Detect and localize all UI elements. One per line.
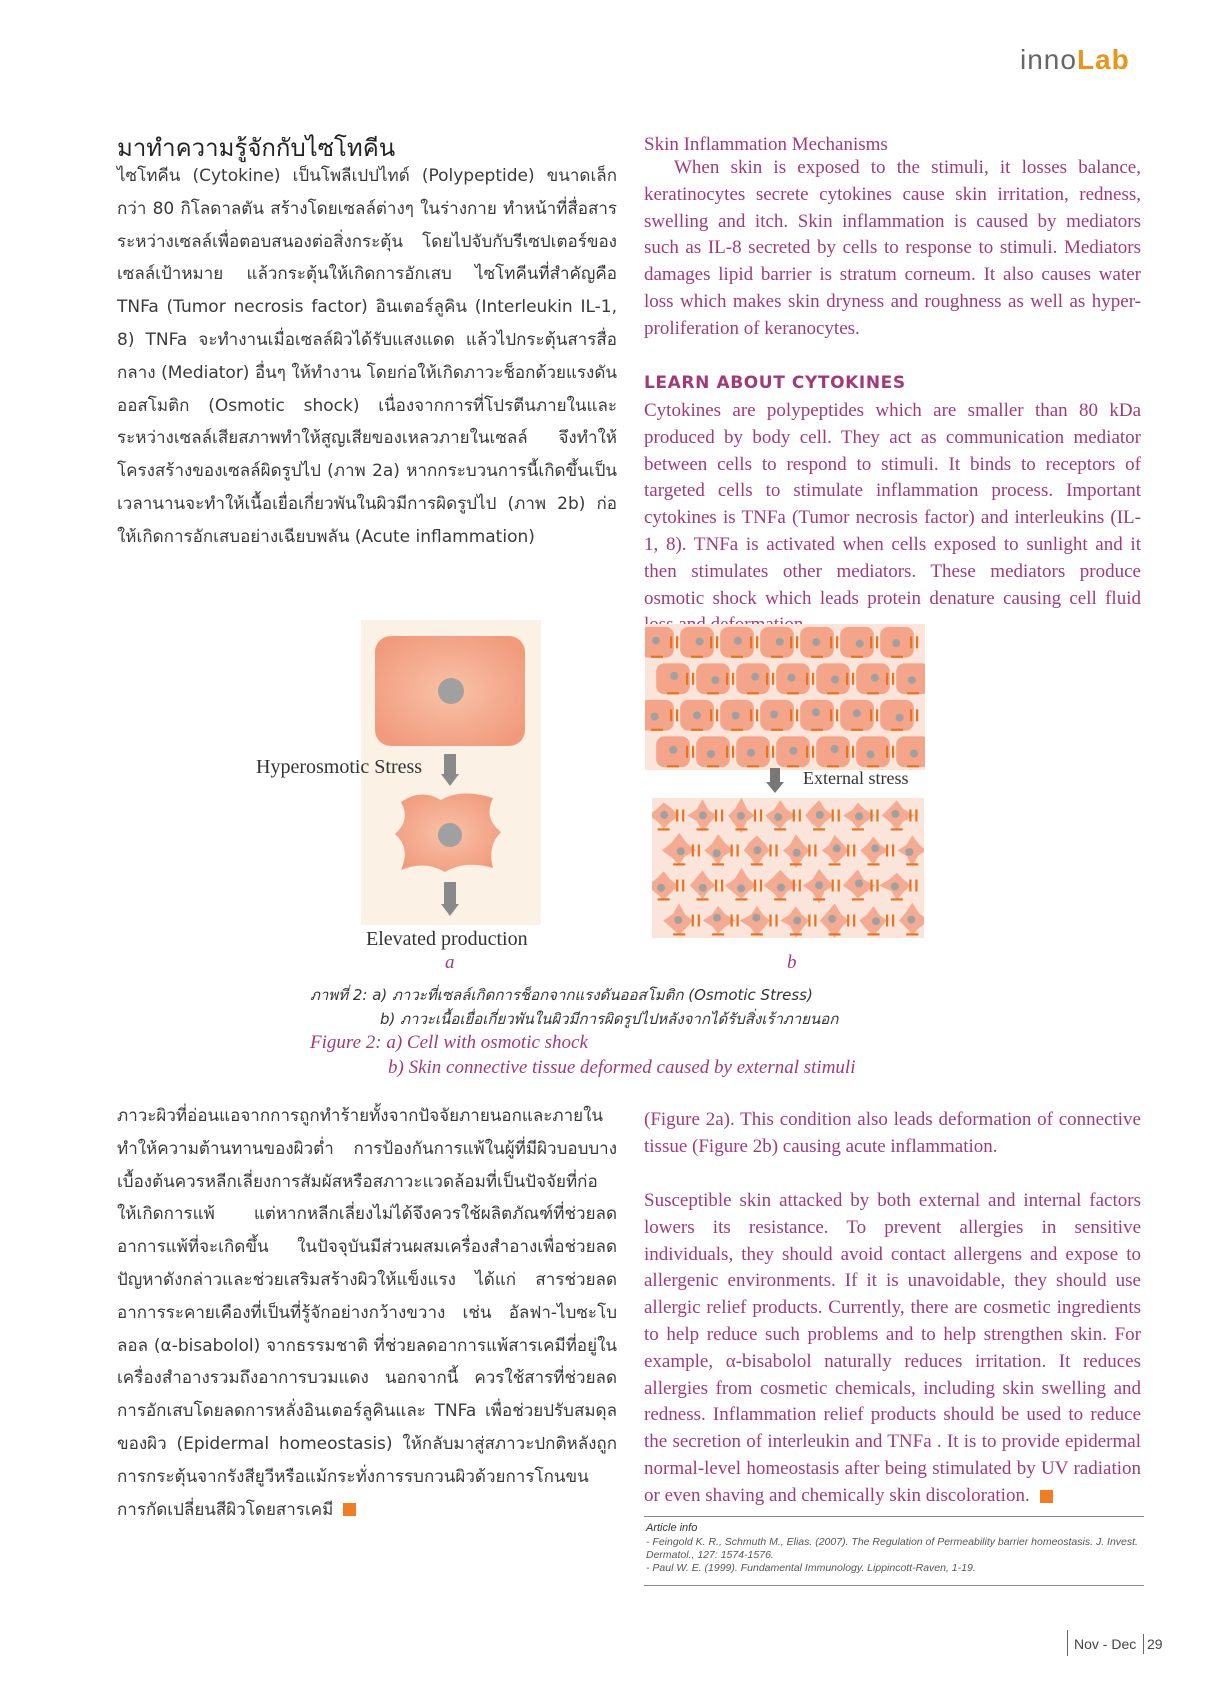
tissue-nucleus bbox=[871, 674, 879, 682]
cell-junction bbox=[870, 709, 872, 721]
caption-thai-line-1: ภาพที่ 2: a) ภาวะที่เซลล์เกิดการช็อกจากแรงดันออสโมติก (Osmotic Stress) bbox=[310, 986, 813, 1004]
caption-english-line-2: b) Skin connective tissue deformed caused by external stimuli bbox=[388, 1057, 856, 1078]
cell-junction bbox=[771, 729, 783, 731]
tissue-nucleus bbox=[831, 745, 839, 753]
english-paragraph-4-text: Susceptible skin attacked by both external and internal factors lowers its resistance. To prevent allergies in sensitive individuals, they should avoid contact allergens and expose to allergenic environments. If it is unavoidable, they should use allergic relief products. Currently, there are cosmetic ingredients to help reduce such problems and to help strengthen skin. For example, α-bisabolol naturally reduces irritation. It reduces allergies from cosmetic chemicals, including skin swelling and redness. Inflammation relief products should be used to reduce the secretion of interleukin and TNFa . It is to provide epidermal normal-level homeostasis after being stimulated by UV radiation or even shaving and chemically skin discoloration. bbox=[644, 1190, 1141, 1506]
tissue-nucleus bbox=[896, 714, 904, 722]
cell-junction bbox=[830, 709, 832, 721]
cell-junction bbox=[760, 810, 762, 822]
cell-junction bbox=[906, 933, 918, 935]
tissue-nucleus bbox=[908, 676, 916, 684]
cell-junction bbox=[692, 673, 694, 685]
cell-junction bbox=[812, 746, 814, 758]
tissue-nucleus bbox=[907, 916, 915, 924]
logo-lab: Lab bbox=[1076, 44, 1130, 75]
cell-junction bbox=[852, 898, 864, 900]
footer-page-number: 29 bbox=[1147, 1636, 1163, 1652]
cell-junction bbox=[847, 845, 849, 857]
cell-junction bbox=[712, 863, 724, 865]
cell-junction bbox=[838, 810, 840, 822]
cell-junction bbox=[852, 828, 864, 830]
cell-junction bbox=[737, 845, 739, 857]
cell-junction bbox=[830, 636, 832, 648]
end-square-icon bbox=[1040, 1490, 1053, 1503]
footer-divider bbox=[1067, 1630, 1068, 1656]
cell-junction bbox=[787, 692, 799, 694]
cell-junction bbox=[799, 810, 801, 822]
cell-junction bbox=[716, 709, 718, 721]
down-arrow-icon bbox=[765, 768, 785, 794]
tissue-nucleus bbox=[831, 676, 839, 684]
cell-junction bbox=[707, 765, 719, 767]
cell-junction bbox=[796, 709, 798, 721]
cell-junction bbox=[790, 863, 802, 865]
cell-junction bbox=[867, 692, 879, 694]
cell-junction bbox=[813, 828, 825, 830]
tissue-nucleus bbox=[713, 914, 721, 922]
label-hyperosmotic-stress: Hyperosmotic Stress bbox=[256, 756, 423, 778]
cell-junction bbox=[692, 845, 694, 857]
end-square-icon bbox=[343, 1503, 356, 1516]
cell-junction bbox=[670, 636, 672, 648]
cell-junction bbox=[737, 915, 739, 927]
cell-junction bbox=[686, 746, 688, 758]
tissue-nucleus bbox=[816, 811, 824, 819]
tissue-nucleus bbox=[789, 747, 797, 755]
tissue-nucleus bbox=[910, 750, 918, 758]
cell-junction bbox=[769, 845, 771, 857]
cell-nucleus bbox=[438, 678, 464, 704]
arrow-head-1 bbox=[441, 774, 459, 786]
cell-junction bbox=[710, 636, 712, 648]
tissue-nucleus bbox=[891, 810, 899, 818]
cell-junction bbox=[915, 810, 917, 822]
cell-junction bbox=[769, 915, 771, 927]
cell-junction bbox=[715, 810, 717, 822]
tissue-nucleus bbox=[815, 881, 823, 889]
cell-junction bbox=[851, 729, 863, 731]
cell-junction bbox=[851, 656, 863, 658]
panel-letter-b: b bbox=[787, 952, 797, 973]
figure-panel-b-bottom bbox=[652, 798, 924, 938]
cell-junction bbox=[811, 656, 823, 658]
cell-junction bbox=[707, 692, 719, 694]
cell-junction bbox=[726, 673, 728, 685]
tissue-nucleus bbox=[669, 746, 677, 754]
cell-junction bbox=[916, 709, 918, 721]
tissue-nucleus bbox=[737, 884, 745, 892]
tissue-nucleus bbox=[866, 750, 874, 758]
figure-panel-a bbox=[361, 620, 541, 940]
tissue-nucleus bbox=[833, 844, 841, 852]
tissue-nucleus bbox=[774, 813, 782, 821]
cell-junction bbox=[692, 746, 694, 758]
tissue-nucleus bbox=[828, 915, 836, 923]
cell-junction bbox=[787, 765, 799, 767]
cell-junction bbox=[735, 828, 747, 830]
cell-junction bbox=[907, 765, 919, 767]
english-paragraph-4 bbox=[644, 1188, 1141, 1510]
article-info-heading: Article info bbox=[646, 1522, 698, 1534]
innolab-logo bbox=[1020, 44, 1130, 76]
cell-junction bbox=[760, 880, 762, 892]
cell-junction bbox=[876, 709, 878, 721]
cell-junction bbox=[697, 828, 709, 830]
cell-junction bbox=[721, 810, 723, 822]
cell-junction bbox=[846, 673, 848, 685]
tissue-nucleus bbox=[677, 847, 685, 855]
footer-issue: Nov - Dec bbox=[1074, 1636, 1137, 1652]
cell-junction bbox=[676, 880, 678, 892]
cell-junction bbox=[735, 898, 747, 900]
cell-junction bbox=[846, 746, 848, 758]
cell-junction bbox=[811, 729, 823, 731]
cell-junction bbox=[868, 863, 880, 865]
tissue-nucleus bbox=[652, 637, 660, 645]
cell-junction bbox=[790, 636, 792, 648]
cell-junction bbox=[891, 898, 903, 900]
cell-junction bbox=[710, 709, 712, 721]
panel-letter-a: a bbox=[445, 952, 455, 973]
tissue-cell bbox=[645, 700, 674, 731]
cell-junction bbox=[766, 673, 768, 685]
cell-junction bbox=[747, 765, 759, 767]
cell-junction bbox=[673, 933, 685, 935]
cell-junction bbox=[667, 765, 679, 767]
tissue-nucleus bbox=[707, 750, 715, 758]
cell-junction bbox=[658, 898, 670, 900]
cell-junction bbox=[892, 915, 894, 927]
cell-junction bbox=[751, 863, 763, 865]
cell-junction bbox=[876, 810, 878, 822]
cell-junction bbox=[793, 880, 795, 892]
cell-junction bbox=[682, 810, 684, 822]
cell-junction bbox=[715, 880, 717, 892]
tissue-nucleus bbox=[693, 711, 701, 719]
cell-junction bbox=[910, 709, 912, 721]
cell-junction bbox=[775, 845, 777, 857]
label-elevated-production: Elevated production bbox=[366, 928, 528, 950]
english-paragraph-2: Cytokines are polypeptides which are smaller than 80 kDa produced by body cell. They act as communication mediator between cells to respond to stimuli. It binds to receptors of targeted cells to stimulate inflammation process. Important cytokines is TNFa (Tumor necrosis factor) and interleukins (IL-1, 8). TNFa is activated when cells exposed to sunlight and it then stimulates other mediators. These mediators produce osmotic shock which leads protein denature causing cell fluid bbox=[644, 400, 1141, 609]
tissue-nucleus bbox=[855, 812, 863, 820]
cell-junction bbox=[870, 810, 872, 822]
tissue-nucleus bbox=[732, 712, 740, 720]
cell-junction bbox=[790, 709, 792, 721]
caption-english-line-1: Figure 2: a) Cell with osmotic shock bbox=[310, 1032, 588, 1053]
cell-junction bbox=[852, 746, 854, 758]
caption-thai-line-2: b) ภาวะเนื้อเยื่อเกี่ยวพันในผิวมีการผิดรูปไปหลังจากได้รับสิ่งเร้าภายนอก bbox=[380, 1010, 839, 1028]
thai-title: มาทำความรู้จักกับไซโทคีน bbox=[117, 134, 396, 162]
cell-junction bbox=[772, 673, 774, 685]
cell-junction bbox=[870, 880, 872, 892]
cell-junction bbox=[876, 880, 878, 892]
cell-junction bbox=[813, 898, 825, 900]
article-info-bottom-rule bbox=[644, 1585, 1144, 1586]
tissue-nucleus bbox=[770, 711, 778, 719]
arrow-shaft-1 bbox=[444, 754, 456, 774]
cell-junction bbox=[691, 656, 703, 658]
cell-junction bbox=[750, 636, 752, 648]
cell-junction bbox=[870, 636, 872, 648]
tissue-nucleus bbox=[657, 884, 665, 892]
tissue-nucleus bbox=[737, 812, 745, 820]
cell-junction bbox=[909, 880, 911, 892]
label-external-stress: External stress bbox=[803, 768, 909, 788]
tissue-nucleus bbox=[752, 914, 760, 922]
tissue-nucleus bbox=[812, 708, 820, 716]
cell-junction bbox=[772, 746, 774, 758]
cell-junction bbox=[836, 709, 838, 721]
tissue-nucleus bbox=[812, 638, 820, 646]
cell-junction bbox=[756, 709, 758, 721]
cell-junction bbox=[756, 636, 758, 648]
tissue-nucleus bbox=[793, 849, 801, 857]
cell-junction bbox=[827, 692, 839, 694]
arrow-shaft-2 bbox=[444, 882, 456, 904]
cell-junction bbox=[691, 729, 703, 731]
arrow-head-2 bbox=[441, 904, 459, 916]
tissue-nucleus bbox=[753, 846, 761, 854]
cell-junction bbox=[732, 746, 734, 758]
cell-junction bbox=[793, 810, 795, 822]
reference-item: - Paul W. E. (1999). Fundamental Immunology. Lippincott-Raven, 1-19. bbox=[646, 1562, 976, 1574]
cell-junction bbox=[915, 880, 917, 892]
cell-junction bbox=[771, 656, 783, 658]
cell-junction bbox=[731, 729, 743, 731]
cell-junction bbox=[836, 636, 838, 648]
cell-junction bbox=[651, 656, 663, 658]
tissue-nucleus bbox=[696, 638, 704, 646]
english-paragraph-3: (Figure 2a). This condition also leads deformation of connective tissue (Figure 2b) causing acute inflammation. bbox=[644, 1109, 1141, 1157]
cell-junction bbox=[732, 673, 734, 685]
cell-junction bbox=[676, 810, 678, 822]
cell-junction bbox=[906, 863, 918, 865]
cell-junction bbox=[832, 810, 834, 822]
cell-junction bbox=[891, 828, 903, 830]
tissue-nucleus bbox=[674, 916, 682, 924]
cell-junction bbox=[829, 933, 841, 935]
cell-junction bbox=[916, 636, 918, 648]
cell-junction bbox=[891, 729, 903, 731]
cell-junction bbox=[814, 845, 816, 857]
cell-junction bbox=[892, 673, 894, 685]
cell-junction bbox=[750, 709, 752, 721]
thai-paragraph-1: ไซโทคีน (Cytokine) เป็นโพลีเปปไทด์ (Polypeptide) ขนาดเล็กกว่า 80 กิโลดาลตัน สร้างโดยเซลล์ต่างๆ ในร่างกาย ทำหน้าที่สื่อสารระหว่างเซลล์เพื่อตอบสนองต่อสิ่งกระตุ้น โดยไปจับกับรีเซปเตอร์ของเซลล์เป้าหมาย แล้วกระตุ้นให้เกิดการอักเสบ ไซโทคีนที่สำคัญคือ TNFa (Tumor necrosis factor) อินเตอร์ลูคิน (Interleukin IL-1, 8) TNFa จะทำงานเมื่อเซลล์ผิวได้รับแสงแดด แล้วไปกระตุ้นสารสื่อกลาง (Mediator) อื่นๆ ให้ทำงาน โดยก่อให้เกิดภาวะช็อกด้วยแรงดันออสโมติก (Osmotic shock) เนื่องจากการที่โปรตีนภายในและระหว่างเซลล์เสียสภาพทำให้สูญเสียของเหลวภายในเซลล์ จึงทำให้โครงสร้างของเซลล์ผิดรูปไป (ภาพ 2a) หากกระบวนการนี้เกิดขึ้นเป็นเวลานานจะทำให้เนื้อเยื่อเกี่ยวพันในผิวมีการผิดรูปไป (ภาพ 2b) ก่อให้เกิดการอักเสบอย่างเฉียบพลัน (Acute inflammation) bbox=[117, 166, 617, 547]
tissue-nucleus bbox=[776, 638, 784, 646]
cell-junction bbox=[812, 673, 814, 685]
tissue-nucleus bbox=[699, 811, 707, 819]
cell-junction bbox=[766, 746, 768, 758]
cell-junction bbox=[886, 845, 888, 857]
tissue-nucleus bbox=[711, 676, 719, 684]
logo-inno: inno bbox=[1020, 44, 1077, 75]
cell-junction bbox=[721, 880, 723, 892]
tissue-nucleus bbox=[734, 637, 742, 645]
cell-nucleus-shrunken bbox=[438, 823, 462, 847]
cell-junction bbox=[673, 863, 685, 865]
tissue-nucleus bbox=[871, 844, 879, 852]
cell-junction bbox=[891, 656, 903, 658]
cell-junction bbox=[676, 636, 678, 648]
tissue-nucleus bbox=[853, 709, 861, 717]
cell-junction bbox=[698, 845, 700, 857]
cell-junction bbox=[731, 845, 733, 857]
tissue-nucleus bbox=[670, 672, 678, 680]
cell-junction bbox=[731, 656, 743, 658]
cell-junction bbox=[686, 673, 688, 685]
cell-junction bbox=[814, 915, 816, 927]
cell-junction bbox=[886, 915, 888, 927]
cell-junction bbox=[651, 729, 663, 731]
cell-junction bbox=[796, 636, 798, 648]
cell-junction bbox=[799, 880, 801, 892]
tissue-nucleus bbox=[777, 884, 785, 892]
cell-junction bbox=[692, 915, 694, 927]
cell-junction bbox=[886, 746, 888, 758]
cell-junction bbox=[731, 915, 733, 927]
cell-junction bbox=[868, 933, 880, 935]
cell-junction bbox=[853, 845, 855, 857]
cell-junction bbox=[716, 636, 718, 648]
tissue-nucleus bbox=[787, 674, 795, 682]
tissue-nucleus bbox=[751, 673, 759, 681]
english-paragraph-1: When skin is exposed to the stimuli, it losses balance, keratinocytes secrete cytokines cause skin irritation, redness, swelling and itch. Skin inflammation is caused by mediators such as IL-8 secreted by cells to response to stimuli. Mediators damages lipid barrier is stratum corneum. It also causes water loss which makes skin dryness and roughness as well as hyper-proliferation of keranocytes. bbox=[644, 157, 1141, 339]
tissue-nucleus bbox=[699, 884, 707, 892]
cell-junction bbox=[790, 933, 802, 935]
cell-junction bbox=[658, 828, 670, 830]
cell-junction bbox=[698, 915, 700, 927]
cell-junction bbox=[910, 636, 912, 648]
cell-junction bbox=[774, 898, 786, 900]
cell-junction bbox=[853, 915, 855, 927]
cell-junction bbox=[909, 810, 911, 822]
cell-junction bbox=[754, 810, 756, 822]
article-info-references bbox=[646, 1536, 1142, 1575]
cell-junction bbox=[852, 673, 854, 685]
cell-junction bbox=[726, 746, 728, 758]
tissue-nucleus bbox=[651, 713, 659, 721]
cell-junction bbox=[697, 898, 709, 900]
cell-junction bbox=[907, 692, 919, 694]
thai-paragraph-2-text: ภาวะผิวที่อ่อนแอจากการถูกทำร้ายทั้งจากปัจจัยภายนอกและภายในทำให้ความต้านทานของผิวต่ำ การป้องกันการแพ้ในผู้ที่มีผิวบอบบางเบื้องต้นควรหลีกเลี่ยงการสัมผัสหรือสภาวะแวดล้อมที่เป็นปัจจัยที่ก่อให้เกิดการแพ้ แต่หากหลีกเลี่ยงไม่ได้จึงควรใช้ผลิตภัณฑ์ที่ช่วยลดอาการแพ้ที่จะเกิดขึ้น ในปัจจุบันมีส่วนผสมเครื่องสำอางเพื่อช่วยลดปัญหาดังกล่าวและช่วยเสริมสร้างผิวให้แข็งแรง ได้แก่ สารช่วยลดอาการระคายเคืองที่เป็นที่รู้จักอย่างกว้างขวาง เช่น อัลฟา-ไบซะโบลอล (α-bisabolol) จากธรรมชาติ ที่ช่วยลดอาการแพ้สารเคมีที่อยู่ในเครื่องสำอางรวมถึงอาการบวมแดง นอกจากนี้ ควรใช้สารที่ช่วยลดการอักเสบโดยลดการหลั่งอินเตอร์ลูคินและ TNFa เพื่อช่วยปรับสมดุลของผิว (Epidermal homeostasis) ให้กลับมาสู่สภาวะปกติหลังถูกการกระตุ้นจากรังสียูวีหรือแม้กระทั่งการรบกวนผิวด้วยการโกนขน การกัดเปลี่ยนสีผิวโดยสารเคมี bbox=[117, 1106, 617, 1520]
cell-junction bbox=[892, 746, 894, 758]
tissue-nucleus bbox=[855, 880, 863, 888]
english-heading-1: Skin Inflammation Mechanisms bbox=[644, 134, 888, 155]
cell-junction bbox=[754, 880, 756, 892]
cell-junction bbox=[670, 709, 672, 721]
figure-panel-b-top bbox=[645, 624, 925, 770]
cell-junction bbox=[886, 673, 888, 685]
thai-paragraph-2 bbox=[117, 1100, 617, 1526]
cell-junction bbox=[838, 880, 840, 892]
cell-junction bbox=[775, 915, 777, 927]
cell-junction bbox=[712, 933, 724, 935]
english-heading-2: LEARN ABOUT CYTOKINES bbox=[644, 373, 906, 393]
tissue-nucleus bbox=[892, 639, 900, 647]
tissue-nucleus bbox=[872, 917, 880, 925]
cell-junction bbox=[747, 692, 759, 694]
tissue-nucleus bbox=[905, 848, 913, 856]
tissue-nucleus bbox=[713, 849, 721, 857]
cell-junction bbox=[667, 692, 679, 694]
cell-junction bbox=[829, 863, 841, 865]
cell-junction bbox=[808, 915, 810, 927]
footer-divider-2 bbox=[1143, 1634, 1144, 1654]
tissue-nucleus bbox=[793, 917, 801, 925]
cell-junction bbox=[774, 828, 786, 830]
cell-junction bbox=[806, 673, 808, 685]
tissue-nucleus bbox=[856, 640, 864, 648]
article-info-top-rule bbox=[644, 1516, 1144, 1517]
cell-junction bbox=[682, 880, 684, 892]
cell-junction bbox=[832, 880, 834, 892]
cell-junction bbox=[808, 845, 810, 857]
tissue-nucleus bbox=[891, 882, 899, 890]
cell-junction bbox=[751, 933, 763, 935]
cell-junction bbox=[676, 709, 678, 721]
reference-item: - Feingold K. R., Schmuth M., Elias. (2007). The Regulation of Permeability barrier homeostasis. J. Invest. Dermatol., 127: 1574-1576. bbox=[646, 1536, 1138, 1561]
cell-junction bbox=[847, 915, 849, 927]
cell-junction bbox=[806, 746, 808, 758]
cell-junction bbox=[892, 845, 894, 857]
tissue-nucleus bbox=[660, 811, 668, 819]
tissue-nucleus bbox=[747, 749, 755, 757]
cell-junction bbox=[876, 636, 878, 648]
